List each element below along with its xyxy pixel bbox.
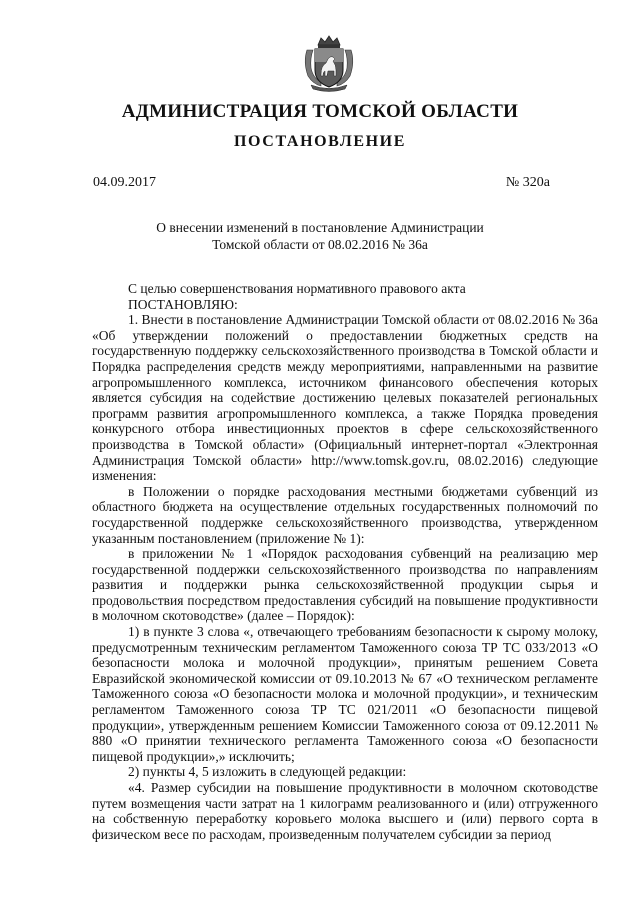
body-paragraph-subitem-2: 2) пункты 4, 5 изложить в следующей редакции:: [128, 764, 407, 780]
coat-of-arms-icon: [299, 32, 359, 92]
body-paragraph-preamble: С целью совершенствования нормативного правового акта: [128, 281, 466, 296]
document-type: ПОСТАНОВЛЕНИЕ: [234, 133, 406, 150]
document-body: [92, 281, 598, 842]
body-paragraph-subitem-1: 1) в пункте 3 слова «, отвечающего требованиям безопасности к сырому молоку, предусмотренным техническим регламентом Таможенного союза ТР ТС 033/2013 «О безопасности молока и молочной продукции», принятым решением Совета Евразийской экономической комиссии от 09.10.2013 № 67 «О техническом регламенте Таможенного союза «О безопасности молока и молочной продукции», и техническим регламентом Таможенного союза ТР ТС 021/2011 «О безопасности пищевой продукции», утвержденным решением Комиссии Таможенного союза от 09.12.2011 № 880 «О принятии технического регламента Таможенного союза «О безопасности пищевой продукции»,» исключить;: [92, 624, 598, 764]
body-paragraph-regulation: в Положении о порядке расходования местными бюджетами субвенций из областного бюджета на осуществление отдельных государственных полномочий по государственной поддержке сельскохозяйственного производства, утвержденном указанным постановлением (приложение № 1):: [92, 483, 598, 546]
document-title: [0, 219, 640, 253]
body-paragraph-resolve: ПОСТАНОВЛЯЮ:: [128, 296, 238, 312]
body-paragraph-item-1: 1. Внести в постановление Администрации Томской области от 08.02.2016 № 36а «Об утверждении положений о предоставлении бюджетных средств на государственную поддержку сельскохозяйственного производства в Томской области и Порядка распределения средств между мероприятиями, направленными на развитие агропромышленного комплекса, источником финансового обеспечения которых является субсидия на содействие достижению целевых показателей региональных программ развития агропромышленного комплекса, а также Порядка проведения конкурсного отбора инвестиционных проектов в сфере сельскохозяйственного производства в Томской области» (Официальный интернет-портал «Электронная Администрация Томской области» http://www.tomsk.gov.ru, 08.02.2016) следующие изменения:: [92, 312, 598, 484]
document-number: № 320а: [505, 175, 550, 190]
title-line-1: О внесении изменений в постановление Администрации: [156, 220, 484, 235]
document-date: 04.09.2017: [93, 175, 156, 190]
body-paragraph-appendix: в приложении № 1 «Порядок расходования субвенций на реализацию мер государственной поддержки сельскохозяйственного производства по направлениям развития и поддержки рынка сельскохозяйственной продукции сырья и продовольствия посредством предоставления субсидий на повышение продуктивности в молочном скотоводстве» (далее – Порядок):: [92, 546, 598, 624]
body-paragraph-clause-4: «4. Размер субсидии на повышение продуктивности в молочном скотоводстве путем возмещения части затрат на 1 килограмм реализованного и (или) отгруженного на собственную переработку коровьего молока высшего и (или) первого сорта в физическом весе по расходам, произведенным получателем субсидии за период: [92, 780, 598, 842]
title-line-2: Томской области от 08.02.2016 № 36а: [212, 237, 428, 252]
organization-name: АДМИНИСТРАЦИЯ ТОМСКОЙ ОБЛАСТИ: [121, 101, 519, 122]
